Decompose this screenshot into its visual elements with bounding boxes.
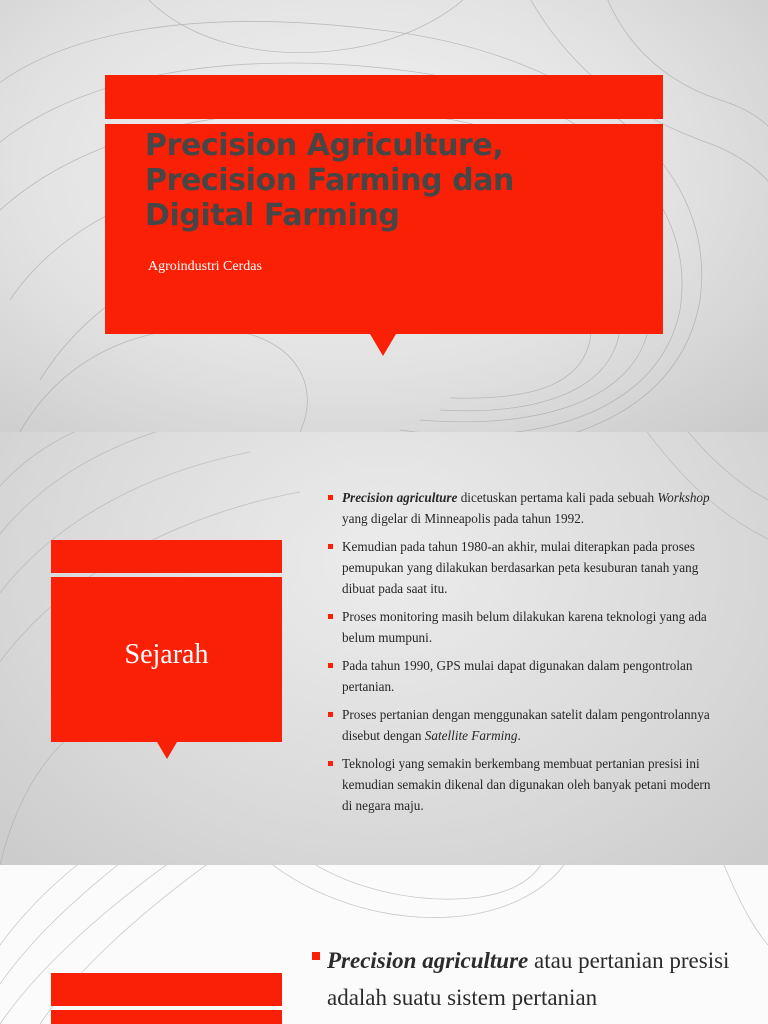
- bullet-item: [328, 753, 720, 816]
- bullet-marker: [328, 614, 333, 619]
- history-bullet-list: [328, 487, 720, 823]
- bullet-item: [312, 942, 742, 1016]
- bullet-text: Kemudian pada tahun 1980-an akhir, mulai diterapkan pada proses pemupukan yang dilakukan berdasarkan peta kesuburan tanah yang dibuat pada saat itu.: [342, 539, 699, 596]
- bullet-text: Teknologi yang semakin berkembang membuat pertanian presisi ini kemudian semakin dikenal dan digunakan oleh banyak petani modern di negara maju.: [342, 756, 711, 813]
- definition-bullet-list: [312, 942, 742, 1016]
- bullet-item: [328, 487, 720, 529]
- bullet-marker: [312, 952, 320, 960]
- bullet-text: Satellite Farming: [424, 728, 518, 743]
- heading-box: [51, 1010, 282, 1024]
- heading-box-pointer: [157, 742, 177, 759]
- slide-definition: [0, 865, 768, 1024]
- heading-accent-bar: [51, 540, 282, 573]
- bullet-text: dicetuskan pertama kali pada sebuah: [457, 490, 658, 505]
- title-line: Precision Agriculture,: [145, 128, 504, 163]
- slide-sejarah: [0, 432, 768, 865]
- bullet-item: [328, 606, 720, 648]
- title-line: Precision Farming dan: [145, 163, 515, 198]
- bullet-marker: [328, 761, 333, 766]
- slide-title: [0, 0, 768, 432]
- bullet-marker: [328, 663, 333, 668]
- heading-accent-bar: [51, 973, 282, 1006]
- heading-box: [51, 577, 282, 742]
- bullet-text: Precision agriculture: [327, 948, 529, 973]
- bullet-text: Proses monitoring masih belum dilakukan karena teknologi yang ada belum mumpuni.: [342, 609, 707, 645]
- bullet-item: [328, 704, 720, 746]
- bullet-text: .: [517, 728, 521, 743]
- bullet-marker: [328, 495, 333, 500]
- bullet-text: Workshop: [657, 490, 710, 505]
- bullet-item: [328, 536, 720, 599]
- title-accent-bar: [105, 75, 663, 119]
- title-box: [105, 124, 663, 334]
- presentation-title: [145, 128, 625, 233]
- bullet-text: Proses pertanian dengan menggunakan satelit dalam pengontrolannya disebut dengan: [342, 707, 710, 743]
- bullet-text: Precision agriculture: [342, 490, 458, 505]
- bullet-marker: [328, 544, 333, 549]
- section-heading: Sejarah: [124, 639, 209, 670]
- bullet-marker: [328, 712, 333, 717]
- bullet-text: yang digelar di Minneapolis pada tahun 1992.: [342, 511, 585, 526]
- bullet-item: [328, 655, 720, 697]
- presentation-subtitle: Agroindustri Cerdas: [148, 259, 262, 274]
- title-box-pointer: [370, 334, 396, 356]
- bullet-text: Pada tahun 1990, GPS mulai dapat digunakan dalam pengontrolan pertanian.: [342, 658, 693, 694]
- title-line: Digital Farming: [145, 198, 400, 233]
- bullet-text: atau pertanian presisi adalah suatu sistem pertanian: [327, 948, 730, 1010]
